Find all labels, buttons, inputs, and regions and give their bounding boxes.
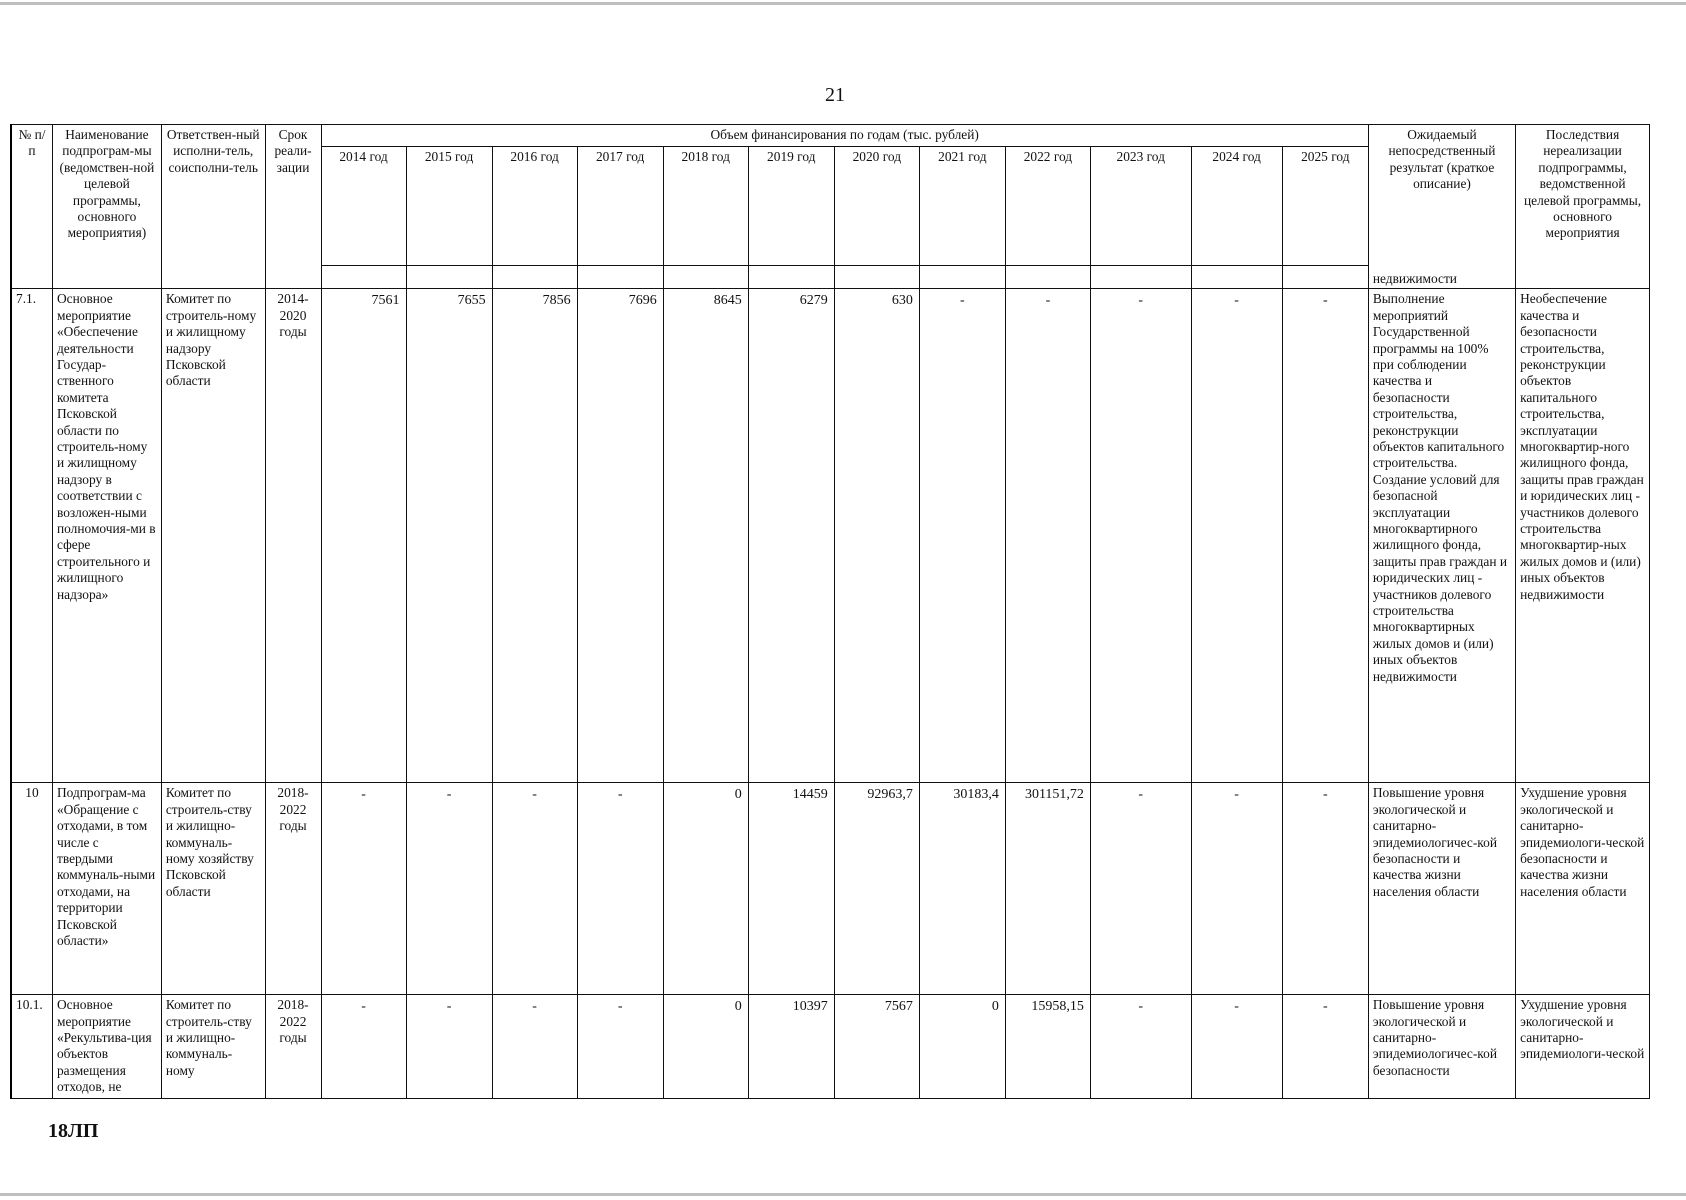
value-2016: - — [492, 995, 577, 1099]
empty-cell — [577, 265, 663, 289]
row-responsible: Комитет по строитель-ству и жилищно-коммуналь-ному — [161, 995, 265, 1099]
row-consequences: Ухудшение уровня экологической и санитарно-эпидемиологи-ческой — [1516, 995, 1650, 1099]
header-name: Наименование подпрограм-мы (ведомствен-ной целевой программы, основного мероприятия) — [52, 125, 161, 289]
empty-cell — [1005, 265, 1090, 289]
value-2023: - — [1090, 995, 1191, 1099]
row-responsible: Комитет по строитель-ному и жилищному надзору Псковской области — [161, 289, 265, 783]
table-row — [11, 995, 1650, 1099]
header-continuation-note: недвижимости — [1372, 270, 1457, 286]
value-2015: 7655 — [406, 289, 492, 783]
empty-cell — [919, 265, 1005, 289]
header-year: 2014 год — [321, 146, 406, 265]
empty-cell — [663, 265, 748, 289]
header-row-top — [11, 125, 1650, 147]
header-responsible: Ответствен-ный исполни-тель, соисполни-тель — [161, 125, 265, 289]
header-term: Срок реали-зации — [265, 125, 321, 289]
empty-cell — [406, 265, 492, 289]
header-year: 2023 год — [1090, 146, 1191, 265]
header-year: 2022 год — [1005, 146, 1090, 265]
value-2014: - — [321, 783, 406, 995]
empty-cell — [1282, 265, 1368, 289]
value-2025: - — [1282, 289, 1368, 783]
value-2024: - — [1191, 783, 1282, 995]
value-2019: 14459 — [748, 783, 834, 995]
row-num: 7.1. — [11, 289, 52, 783]
value-2022: 301151,72 — [1005, 783, 1090, 995]
row-expected: Повышение уровня экологической и санитарно-эпидемиологичес-кой безопасности — [1368, 995, 1515, 1099]
empty-cell — [1090, 265, 1191, 289]
empty-cell — [1191, 265, 1282, 289]
header-financing: Объем финансирования по годам (тыс. рублей) — [321, 125, 1368, 147]
row-term: 2014-2020 годы — [265, 289, 321, 783]
value-2020: 630 — [834, 289, 919, 783]
value-2016: - — [492, 783, 577, 995]
value-2022: 15958,15 — [1005, 995, 1090, 1099]
empty-cell — [834, 265, 919, 289]
header-year: 2021 год — [919, 146, 1005, 265]
row-responsible: Комитет по строитель-ству и жилищно-коммуналь-ному хозяйству Псковской области — [161, 783, 265, 995]
value-2022: - — [1005, 289, 1090, 783]
scan-bottom-edge — [0, 1193, 1686, 1196]
row-num: 10.1. — [11, 995, 52, 1099]
value-2021: - — [919, 289, 1005, 783]
row-num: 10 — [11, 783, 52, 995]
value-2017: - — [577, 995, 663, 1099]
value-2023: - — [1090, 289, 1191, 783]
value-2017: 7696 — [577, 289, 663, 783]
header-year: 2016 год — [492, 146, 577, 265]
row-name: Основное мероприятие «Рекультива-ция объектов размещения отходов, не — [52, 995, 161, 1099]
value-2017: - — [577, 783, 663, 995]
value-2015: - — [406, 995, 492, 1099]
value-2018: 0 — [663, 995, 748, 1099]
header-year: 2024 год — [1191, 146, 1282, 265]
row-expected: Повышение уровня экологической и санитарно-эпидемиологичес-кой безопасности и качества жизни населения области — [1368, 783, 1515, 995]
row-name: Подпрограм-ма «Обращение с отходами, в том числе с твердыми коммуналь-ными отходами, на территории Псковской области» — [52, 783, 161, 995]
row-consequences: Ухудшение уровня экологической и санитарно-эпидемиологи-ческой безопасности и качества жизни населения области — [1516, 783, 1650, 995]
value-2019: 6279 — [748, 289, 834, 783]
value-2021: 30183,4 — [919, 783, 1005, 995]
value-2024: - — [1191, 289, 1282, 783]
header-year: 2020 год — [834, 146, 919, 265]
header-year: 2018 год — [663, 146, 748, 265]
empty-cell — [492, 265, 577, 289]
row-term: 2018-2022 годы — [265, 783, 321, 995]
row-expected: Выполнение мероприятий Государственной программы на 100% при соблюдении качества и безопасности строительства, реконструкции объектов капитального строительства. Создание условий для безопасной эксплуатации многоквартирного жилищного фонда, защиты прав граждан и юридических лиц - участников долевого строительства многоквартирных жилых домов и (или) иных объектов недвижимости — [1368, 289, 1515, 783]
table-row — [11, 289, 1650, 783]
value-2024: - — [1191, 995, 1282, 1099]
header-expected-text: Ожидаемый непосредственный результат (краткое описание) — [1388, 127, 1496, 192]
header-year: 2025 год — [1282, 146, 1368, 265]
value-2018: 0 — [663, 783, 748, 995]
row-consequences: Необеспечение качества и безопасности строительства, реконструкции объектов капитального строительства, эксплуатации многоквартир-ного жилищного фонда, защиты прав граждан и юридических лиц - участников долевого строительства многоквартир-ных жилых домов и (или) иных объектов недвижимости — [1516, 289, 1650, 783]
value-2014: 7561 — [321, 289, 406, 783]
value-2018: 8645 — [663, 289, 748, 783]
value-2025: - — [1282, 995, 1368, 1099]
value-2014: - — [321, 995, 406, 1099]
value-2019: 10397 — [748, 995, 834, 1099]
value-2023: - — [1090, 783, 1191, 995]
header-num: № п/п — [11, 125, 52, 289]
value-2020: 92963,7 — [834, 783, 919, 995]
table-row — [11, 783, 1650, 995]
value-2025: - — [1282, 783, 1368, 995]
value-2021: 0 — [919, 995, 1005, 1099]
value-2020: 7567 — [834, 995, 919, 1099]
header-year: 2015 год — [406, 146, 492, 265]
header-expected — [1368, 125, 1515, 289]
header-year: 2017 год — [577, 146, 663, 265]
scan-top-edge — [0, 2, 1686, 5]
footer-code: 18ЛП — [48, 1120, 99, 1142]
empty-cell — [748, 265, 834, 289]
row-name: Основное мероприятие «Обеспечение деятельности Государ-ственного комитета Псковской области по строитель-ному и жилищному надзору в соответствии с возложен-ными полномочия-ми в сфере строительного и жилищного надзора» — [52, 289, 161, 783]
page-number: 21 — [825, 84, 845, 106]
value-2015: - — [406, 783, 492, 995]
value-2016: 7856 — [492, 289, 577, 783]
header-consequences: Последствия нереализации подпрограммы, ведомственной целевой программы, основного мероприятия — [1516, 125, 1650, 289]
financing-table — [10, 124, 1650, 1099]
empty-cell — [321, 265, 406, 289]
row-term: 2018-2022 годы — [265, 995, 321, 1099]
header-year: 2019 год — [748, 146, 834, 265]
